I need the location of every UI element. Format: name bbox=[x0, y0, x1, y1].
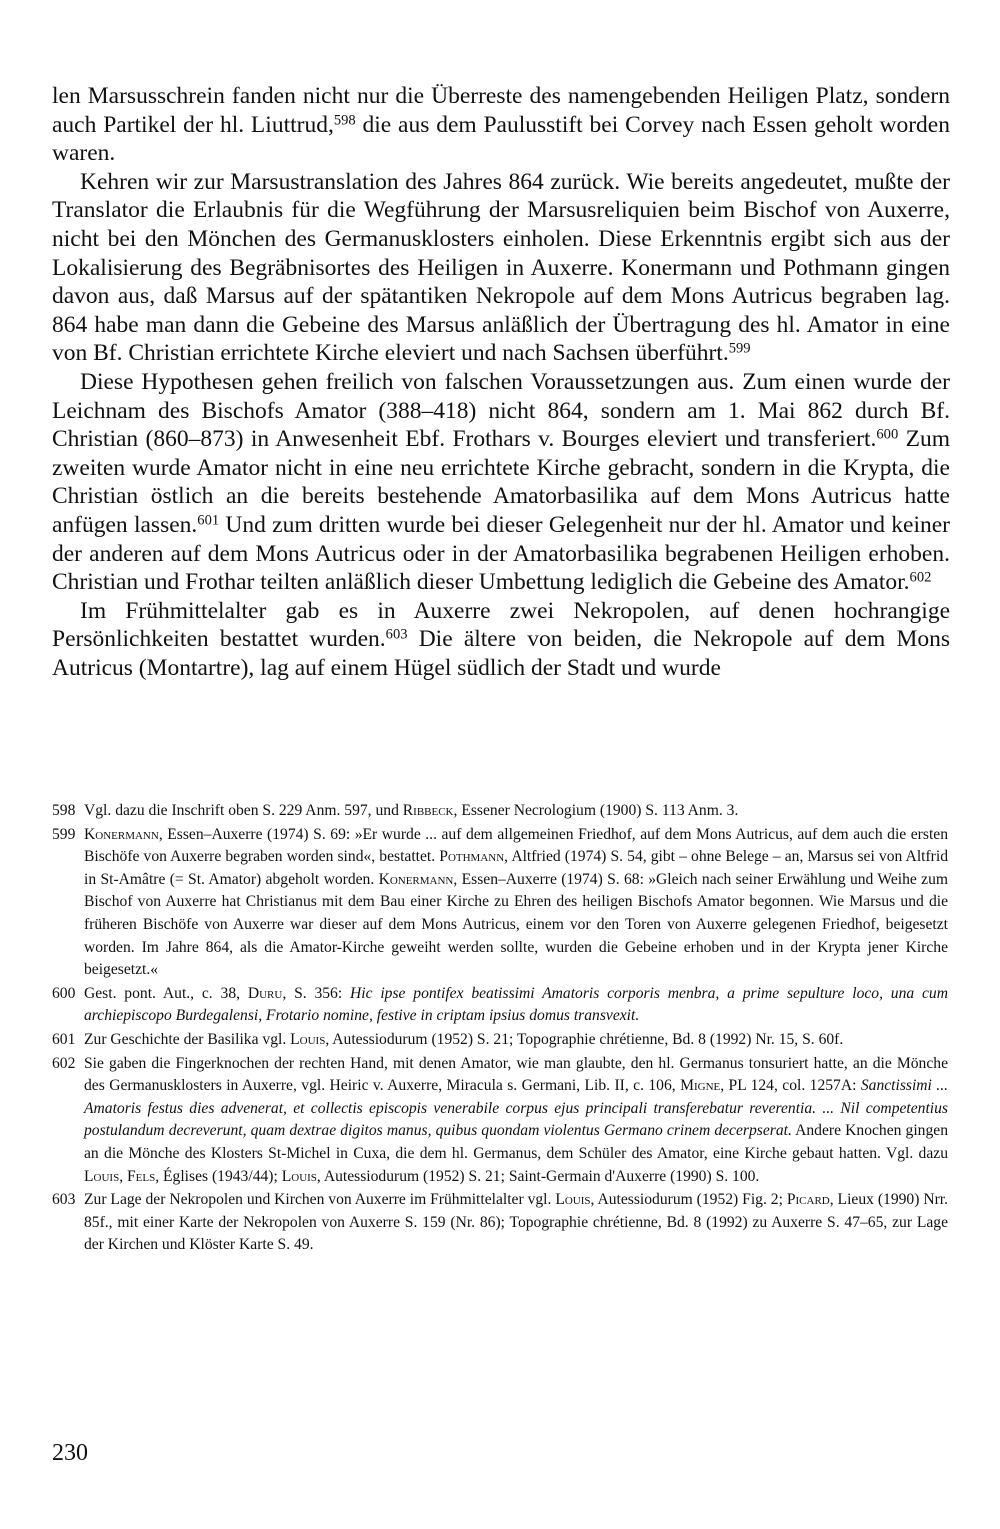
page-number: 230 bbox=[52, 1440, 88, 1466]
footnote-ref-603[interactable]: 603 bbox=[385, 627, 408, 643]
footnote-number: 598 bbox=[52, 802, 76, 819]
footnote-number: 600 bbox=[52, 984, 76, 1002]
text-run: , Églises (1943/44); bbox=[155, 1167, 282, 1185]
text-run: Zur Geschichte der Basilika vgl. bbox=[84, 1030, 291, 1048]
footnote-602 bbox=[52, 1053, 948, 1189]
footnote-599 bbox=[52, 824, 948, 982]
text-run: Diese Hypothesen gehen freilich von falschen Voraussetzungen aus. Zum einen wurde der Leichnam des Bischofs Amator (388–418) nicht 864, sondern am 1. Mai 862 durch Bf. Christian (860–873) in Anwesenheit Ebf. Frothars v. Bourges eleviert und transferiert. bbox=[52, 368, 950, 453]
footnote-ref-601[interactable]: 601 bbox=[197, 512, 220, 529]
footnotes bbox=[52, 800, 948, 1257]
text-run: Andere Knochen gingen an die Mönche des Klosters St-Michel in Cuxa, die dem hl. Germanus, dem Schüler des Amator, eine Kirche gebaut hatten. Vgl. dazu bbox=[84, 1122, 948, 1162]
footnote-text bbox=[84, 1053, 948, 1189]
text-run: , S. 356: bbox=[282, 984, 350, 1002]
author-name: Louis bbox=[555, 1191, 591, 1209]
footnote-number: 603 bbox=[52, 1191, 76, 1209]
text-run: Und zum dritten wurde bei dieser Gelegenheit nur der hl. Amator und keiner der anderen auf dem Mons Autricus oder in der Amatorbasilika begrabenen Heiligen erhoben. Christian und Frothar teilten anläßlich dieser Umbettung lediglich die Gebeine des Amator. bbox=[52, 511, 950, 596]
text-run: Kehren wir zur Marsustranslation des Jahres 864 zurück. Wie bereits angedeutet, mußte der Translator die Erlaubnis für die Wegführung der Marsusreliquien beim Bischof von Auxerre, nicht bei den Mönchen des Germanusklosters einholen. Diese Erkenntnis ergibt sich aus der Lokalisierung des Begräbnisortes des Heiligen in Auxerre. Konermann und Pothmann gingen davon aus, daß Marsus auf der spätantiken Nekropole auf dem Mons Autricus begraben lag. 864 habe man dann die Gebeine des Marsus anläßlich der Übertragung des hl. Amator in eine von Bf. Christian errichtete Kirche eleviert und nach Sachsen überführt. bbox=[52, 168, 950, 367]
text-run: , Autessiodurum (1952) S. 21; Saint-Germain d'Auxerre (1990) S. 100. bbox=[316, 1167, 760, 1185]
footnote-598 bbox=[52, 800, 948, 823]
latin-quote: Hic ipse pontifex beatissimi Amatoris corporis menbra, a prime sepulture loco, una cum archiepiscopo Burdegalensi, Frotario nomine, festive in criptam ipsius domus transvexit. bbox=[84, 984, 948, 1025]
footnote-text bbox=[84, 800, 948, 823]
text-run: Vgl. dazu die Inschrift oben S. 229 Anm. 597, und bbox=[84, 802, 403, 819]
footnote-603 bbox=[52, 1189, 948, 1257]
text-run: Zur Lage der Nekropolen und Kirchen von Auxerre im Frühmittelalter vgl. bbox=[84, 1191, 556, 1209]
text-run: , Autessiodurum (1952) S. 21; Topographie chrétienne, Bd. 8 (1992) Nr. 15, S. 60f. bbox=[325, 1030, 844, 1048]
author-name: Louis bbox=[281, 1167, 317, 1185]
footnote-number: 601 bbox=[52, 1030, 76, 1048]
latin-quote: Sanctissimi ... Amatoris festus dies advenerat, et collectis episcopis venerabile corpus ejus principali transferebatur reverentia. ... Nil competentius postulandum decreverunt, quam dextrae digitos manus, quibus quondam violentus Germano crinem decerpserat. bbox=[84, 1077, 948, 1140]
footnote-ref-600[interactable]: 600 bbox=[876, 426, 899, 443]
text-run: , Lieux (1990) Nrr. 85f., mit einer Karte der Nekropolen von Auxerre S. 159 (Nr. 86); Topographie chrétienne, Bd. 8 (1992) zu Auxerre S. 47–65, zur Lage der Kirchen und Klöster Karte S. 49. bbox=[84, 1191, 949, 1254]
text-run: , Autessiodurum (1952) Fig. 2; bbox=[590, 1191, 787, 1209]
text-run: , bbox=[119, 1167, 127, 1185]
footnote-ref-598[interactable]: 598 bbox=[333, 112, 356, 129]
text-run: Im Frühmittelalter gab es in Auxerre zwei Nekropolen, auf denen hochrangige Persönlichkeiten bestattet wurden. bbox=[52, 597, 950, 653]
author-name: Migne bbox=[680, 1077, 721, 1095]
footnote-601 bbox=[52, 1029, 948, 1052]
main-text bbox=[52, 82, 950, 682]
footnote-number: 602 bbox=[52, 1054, 76, 1072]
text-run: , PL 124, col. 1257A: bbox=[720, 1077, 861, 1095]
author-name: Konermann bbox=[378, 870, 454, 888]
paragraph-3 bbox=[52, 368, 950, 597]
author-name: Louis bbox=[84, 1167, 120, 1185]
footnote-text bbox=[84, 824, 948, 982]
footnote-600 bbox=[52, 983, 948, 1028]
footnote-text bbox=[84, 983, 948, 1028]
text-run: Zum zweiten wurde Amator nicht in eine neu errichtete Kirche gebracht, sondern in die Krypta, die Christian östlich an die bereits bestehende Amatorbasilika auf dem Mons Autricus hatte anfügen lassen. bbox=[52, 426, 950, 538]
author-name: Konermann bbox=[84, 825, 159, 843]
footnote-text bbox=[84, 1189, 948, 1257]
author-name: Ribbeck bbox=[402, 802, 454, 819]
text-run: , Essen–Auxerre (1974) S. 68: »Gleich nach seiner Erwählung und Weihe zum Bischof von Auxerre hat Christianus mit dem Bau einer Kirche zu Ehren des heiligen Bischofs Amator begonnen. Wie Marsus und die früheren Bischöfe von Auxerre war dieser auf dem Mons Autricus, einem vor den Toren von Auxerre gelegenen Friedhof, beigesetzt worden. Im Jahre 864, als die Amator-Kirche geweiht werden sollte, wurden die Gebeine erhoben und in der Krypta jener Kirche beigesetzt.« bbox=[84, 870, 949, 979]
author-name: Duru bbox=[247, 984, 283, 1002]
text-run: , Altfried (1974) S. 54, gibt – ohne Belege – an, Marsus sei von Altfrid in St-Amâtre (= St. Amator) abgeholt worden. bbox=[84, 848, 948, 888]
paragraph-4 bbox=[52, 597, 950, 683]
text-run: Gest. pont. Aut., c. 38, bbox=[84, 984, 248, 1002]
footnote-text bbox=[84, 1029, 948, 1052]
paragraph-1 bbox=[52, 82, 950, 168]
text-run: , Essener Necrologium (1900) S. 113 Anm. 3. bbox=[453, 802, 739, 819]
text-run: len Marsusschrein fanden nicht nur die Überreste des namengebenden Heiligen Platz, sondern auch Partikel der hl. Liuttrud, bbox=[52, 83, 950, 138]
footnote-ref-602[interactable]: 602 bbox=[909, 569, 932, 586]
footnote-number: 599 bbox=[52, 825, 76, 843]
paragraph-2 bbox=[52, 168, 950, 368]
footnote-ref-599[interactable]: 599 bbox=[728, 341, 751, 358]
text-run: , Essen–Auxerre (1974) S. 69: »Er wurde ... auf dem allgemeinen Friedhof, auf dem Mons Autricus, auf dem auch die ersten Bischöfe von Auxerre begraben worden sind«, bestattet. bbox=[84, 825, 948, 866]
text-run: die aus dem Paulusstift bei Corvey nach Essen geholt worden waren. bbox=[52, 111, 950, 167]
text-run: Die ältere von beiden, die Nekropole auf dem Mons Autricus (Montartre), lag auf einem Hügel südlich der Stadt und wurde bbox=[52, 626, 950, 681]
author-name: Louis bbox=[290, 1030, 326, 1048]
author-name: Pothmann bbox=[439, 848, 505, 866]
author-name: Picard bbox=[786, 1191, 830, 1209]
text-run: Sie gaben die Fingerknochen der rechten Hand, mit denen Amator, wie man glaubte, den hl. Germanus tonsuriert hatte, an die Mönche des Germanusklosters in Auxerre, vgl. Heiric v. Auxerre, Miracula s. Germani, Lib. II, c. 106, bbox=[84, 1054, 948, 1095]
author-name: Fels bbox=[127, 1167, 156, 1185]
